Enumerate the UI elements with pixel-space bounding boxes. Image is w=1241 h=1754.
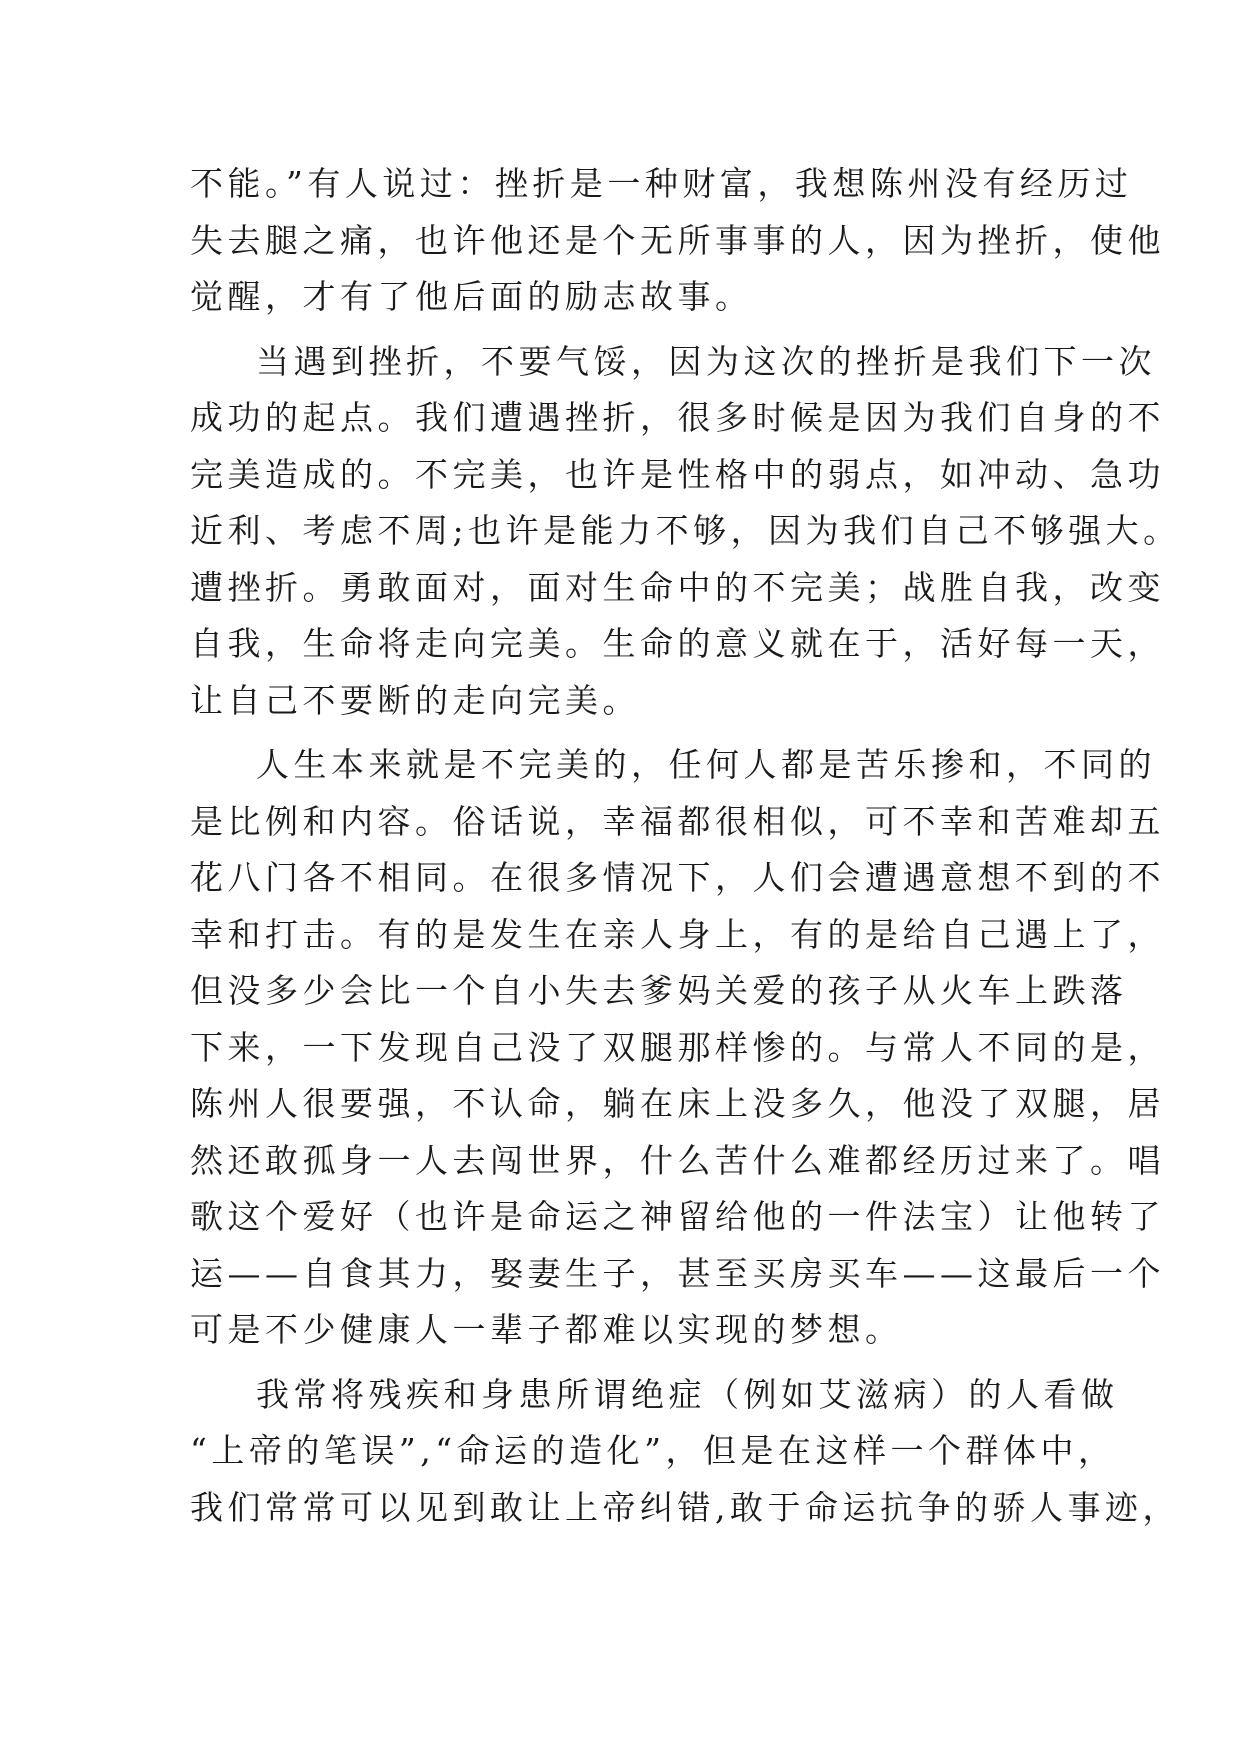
paragraph-2-line-7: 让自己不要断的走向完美。 [190,680,640,720]
paragraph-4-line-3: 我们常常可以见到敢让上帝纠错,敢于命运抗争的骄人事迹， [190,1487,1180,1527]
paragraph-3-line-1: 人生本来就是不完美的，任何人都是苦乐掺和，不同的 [256,745,1156,784]
paragraph-3-line-4: 幸和打击。有的是发生在亲人身上，有的是给自己遇上了， [190,914,1165,954]
paragraph-4-line-1: 我常将残疾和身患所谓绝症（例如艾滋病）的人看做 [256,1374,1119,1414]
paragraph-2-line-1: 当遇到挫折，不要气馁，因为这次的挫折是我们下一次 [256,341,1156,381]
paragraph-3-line-8: 然还敢孤身一人去闯世界，什么苦什么难都经历过来了。唱 [190,1140,1165,1180]
paragraph-2-line-2: 成功的起点。我们遭遇挫折，很多时候是因为我们自身的不 [190,398,1165,437]
paragraph-3-line-3: 花八门各不相同。在很多情况下，人们会遭遇意想不到的不 [190,858,1165,897]
paragraph-3-line-2: 是比例和内容。俗话说，幸福都很相似，可不幸和苦难却五 [190,801,1165,841]
paragraph-2-line-3: 完美造成的。不完美，也许是性格中的弱点，如冲动、急功 [190,454,1165,494]
document-body [190,156,1181,1536]
paragraph-1-line-1: 不能。”有人说过：挫折是一种财富，我想陈州没有经历过 [190,164,1133,203]
paragraph-1-line-2: 失去腿之痛，也许他还是个无所事事的人，因为挫折，使他 [190,220,1165,260]
paragraph-3-line-10: 运——自食其力，娶妻生子，甚至买房买车——这最后一个 [190,1253,1165,1293]
paragraph-3-line-9: 歌这个爱好（也许是命运之神留给他的一件法宝）让他转了 [190,1197,1165,1236]
paragraph-3-line-5: 但没多少会比一个自小失去爹妈关爱的孩子从火车上跌落 [190,971,1128,1010]
paragraph-3-line-7: 陈州人很要强，不认命，躺在床上没多久，他没了双腿，居 [190,1084,1165,1123]
paragraph-2-line-4: 近利、考虑不周;也许是能力不够，因为我们自己不够强大。 [190,511,1181,550]
paragraph-4-line-2: “上帝的笔误”,“命运的造化”，但是在这样一个群体中， [190,1431,1116,1470]
paragraph-2-line-5: 遭挫折。勇敢面对，面对生命中的不完美；战胜自我，改变 [190,567,1165,607]
paragraph-2-line-6: 自我，生命将走向完美。生命的意义就在于，活好每一天， [190,624,1165,663]
paragraph-3-line-6: 下来，一下发现自己没了双腿那样惨的。与常人不同的是， [190,1027,1165,1067]
paragraph-3-line-11: 可是不少健康人一辈子都难以实现的梦想。 [190,1310,903,1349]
paragraph-1-line-3: 觉醒，才有了他后面的励志故事。 [190,277,753,316]
